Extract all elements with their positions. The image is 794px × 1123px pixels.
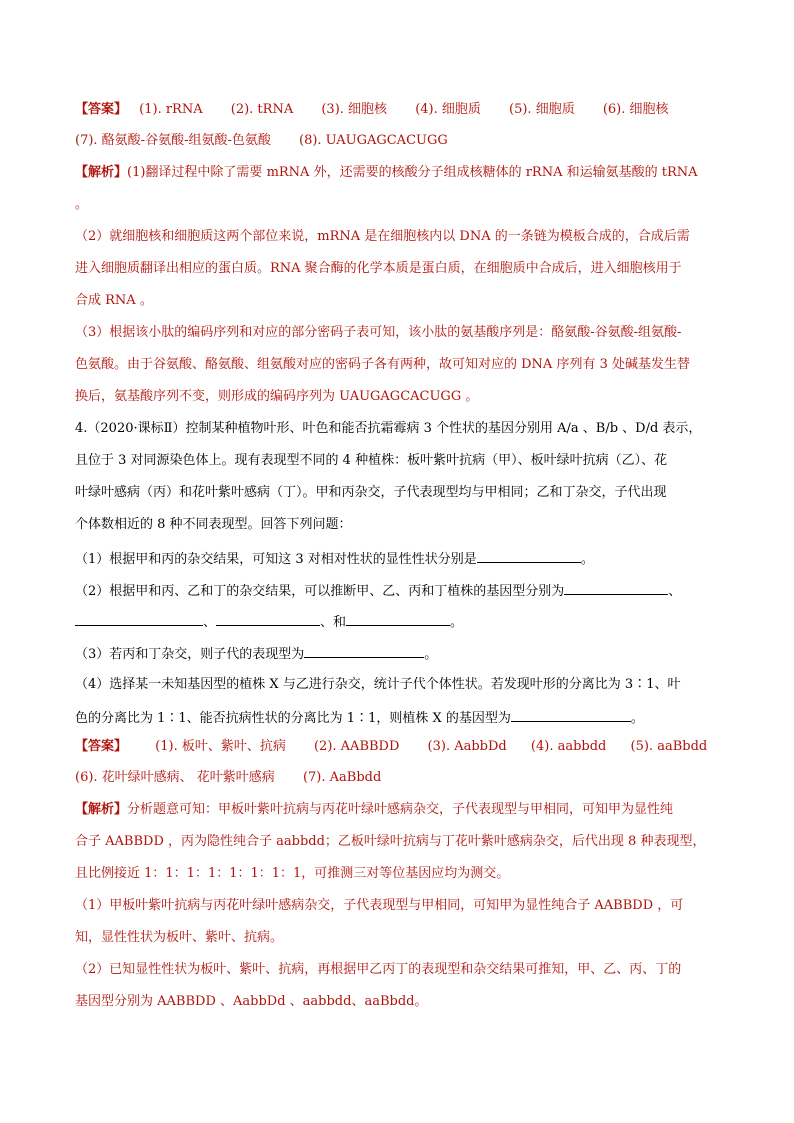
sub-question-4-line2 — [75, 708, 644, 728]
analysis2-line3: 且比例接近 1：1：1：1：1：1：1：1，可推测三对等位基因应均为测交。 — [75, 866, 510, 881]
answer-blank-2c — [216, 612, 320, 626]
sub-question-2-cont — [75, 612, 463, 632]
answer2-item-3: (3). AabbDd — [427, 739, 507, 754]
answer-blank-2b — [75, 612, 203, 626]
sub-question-1 — [75, 549, 594, 569]
analysis-p3-line1: （3）根据该小肽的编码序列和对应的部分密码子表可知，该小肽的氨基酸序列是：酪氨酸-谷氨酸-组氨酸- — [75, 325, 682, 340]
analysis-label: 【解析】 — [75, 802, 128, 817]
answer2-line-1 — [75, 738, 707, 756]
analysis-p1-line1 — [75, 164, 698, 182]
separator: 、 — [203, 615, 217, 630]
analysis2-p2-line2: 基因型分别为 AABBDD 、AabbDd 、aabbdd、aaBbdd。 — [75, 994, 428, 1009]
answer2-item-7: (7). AaBbdd — [302, 770, 382, 785]
analysis2-p2-line1: （2）已知显性性状为板叶、紫叶、抗病，再根据甲乙丙丁的表现型和杂交结果可推知，甲、乙、丙、丁的 — [75, 962, 682, 977]
analysis2-p1-line2: 知，显性性状为板叶、紫叶、抗病。 — [75, 930, 284, 945]
period: 。 — [580, 552, 594, 567]
analysis2-p1-line1: （1）甲板叶紫叶抗病与丙花叶绿叶感病杂交，子代表现型与甲相同，可知甲为显性纯合子 AABBDD ，可 — [75, 898, 684, 913]
answer-item-8: (8). UAUGAGCACUGG — [299, 133, 448, 148]
period: 。 — [450, 615, 464, 630]
answer-blank-3 — [304, 644, 424, 658]
answer2-item-4: (4). aabbdd — [530, 739, 607, 754]
answer-item-2: (2). tRNA — [230, 102, 294, 117]
question-line-3: 叶绿叶感病（丙）和花叶紫叶感病（丁）。甲和丙杂交，子代表现型均与甲相同；乙和丁杂交，子代出现 — [75, 485, 667, 500]
answer-line-2 — [75, 132, 448, 150]
analysis-p3-line3: 换后，氨基酸序列不变，则形成的编码序列为 UAUGAGCACUGG 。 — [75, 389, 479, 404]
sub-question-1-text: （1）根据甲和丙的杂交结果，可知这 3 对相对性状的显性性状分别是 — [75, 552, 477, 567]
analysis-p1-line2: 。 — [75, 197, 89, 212]
answer-blank-2d — [346, 612, 450, 626]
sub-question-3-text: （3）若丙和丁杂交，则子代的表现型为 — [75, 647, 305, 662]
period: 。 — [424, 647, 438, 662]
answer-label: 【答案】 — [75, 739, 128, 754]
analysis-text: (1)翻译过程中除了需要 mRNA 外，还需要的核酸分子组成核糖体的 rRNA 和运输氨基酸的 tRNA — [127, 165, 698, 180]
analysis-label: 【解析】 — [75, 165, 128, 180]
answer2-item-2: (2). AABBDD — [313, 739, 400, 754]
analysis-p2-line3: 合成 RNA 。 — [75, 293, 153, 308]
question-line-4: 个体数相近的 8 种不同表现型。回答下列问题： — [75, 517, 352, 532]
answer-blank-1 — [477, 549, 581, 563]
answer2-item-6: (6). 花叶绿叶感病、 花叶紫叶感病 — [75, 770, 275, 785]
sub-question-4-text: 色的分离比为 1∶1、能否抗病性状的分离比为 1∶1，则植株 X 的基因型为 — [75, 711, 511, 726]
answer-line-1 — [75, 101, 669, 119]
period: 。 — [630, 711, 644, 726]
and-word: 和 — [333, 615, 347, 630]
answer-item-3: (3). 细胞核 — [321, 102, 388, 117]
answer-item-7: (7). 酪氨酸-谷氨酸-组氨酸-色氨酸 — [75, 133, 271, 148]
question-line-1: 4.（2020·课标Ⅱ）控制某种植物叶形、叶色和能否抗霜霉病 3 个性状的基因分别用 A/a 、B/b 、D/d 表示， — [75, 421, 702, 436]
sub-question-3 — [75, 644, 437, 664]
answer2-item-5: (5). aaBbdd — [630, 739, 708, 754]
answer-blank-4 — [511, 708, 631, 722]
analysis2-text: 分析题意可知：甲板叶紫叶抗病与丙花叶绿叶感病杂交，子代表现型与甲相同，可知甲为显性纯 — [127, 802, 674, 817]
separator: 、 — [320, 615, 334, 630]
analysis-p3-line2: 色氨酸。由于谷氨酸、酪氨酸、组氨酸对应的密码子各有两种，故可知对应的 DNA 序列有 3 处碱基发生替 — [75, 357, 690, 372]
answer-blank-2a — [564, 581, 668, 595]
separator: 、 — [668, 584, 682, 599]
question-line-2: 且位于 3 对同源染色体上。现有表现型不同的 4 种植株：板叶紫叶抗病（甲）、板叶绿叶抗病（乙）、花 — [75, 453, 668, 468]
sub-question-2-text: （2）根据甲和丙、乙和丁的杂交结果，可以推断甲、乙、丙和丁植株的基因型分别为 — [75, 584, 565, 599]
answer-item-1: (1). rRNA — [139, 102, 203, 117]
analysis-p2-line2: 进入细胞质翻译出相应的蛋白质。RNA 聚合酶的化学本质是蛋白质，在细胞质中合成后，进入细胞核用于 — [75, 261, 682, 276]
answer2-line-2 — [75, 769, 381, 787]
sub-question-4-line1: （4）选择某一未知基因型的植株 X 与乙进行杂交，统计子代个体性状。若发现叶形的分离比为 3∶1、叶 — [75, 677, 681, 692]
answer2-item-1: (1). 板叶、紫叶、抗病 — [155, 739, 286, 754]
answer-item-6: (6). 细胞核 — [602, 102, 669, 117]
analysis-p2-line1: （2）就细胞核和细胞质这两个部位来说，mRNA 是在细胞核内以 DNA 的一条链为模板合成的，合成后需 — [75, 229, 690, 244]
analysis2-line2: 合子 AABBDD ，丙为隐性纯合子 aabbdd；乙板叶绿叶抗病与丁花叶紫叶感病杂交，后代出现 8 种表现型， — [75, 834, 706, 849]
answer-item-5: (5). 细胞质 — [509, 102, 575, 117]
answer-item-4: (4). 细胞质 — [415, 102, 481, 117]
answer-label: 【答案】 — [75, 102, 128, 117]
sub-question-2 — [75, 581, 681, 601]
analysis2-line1 — [75, 801, 673, 819]
